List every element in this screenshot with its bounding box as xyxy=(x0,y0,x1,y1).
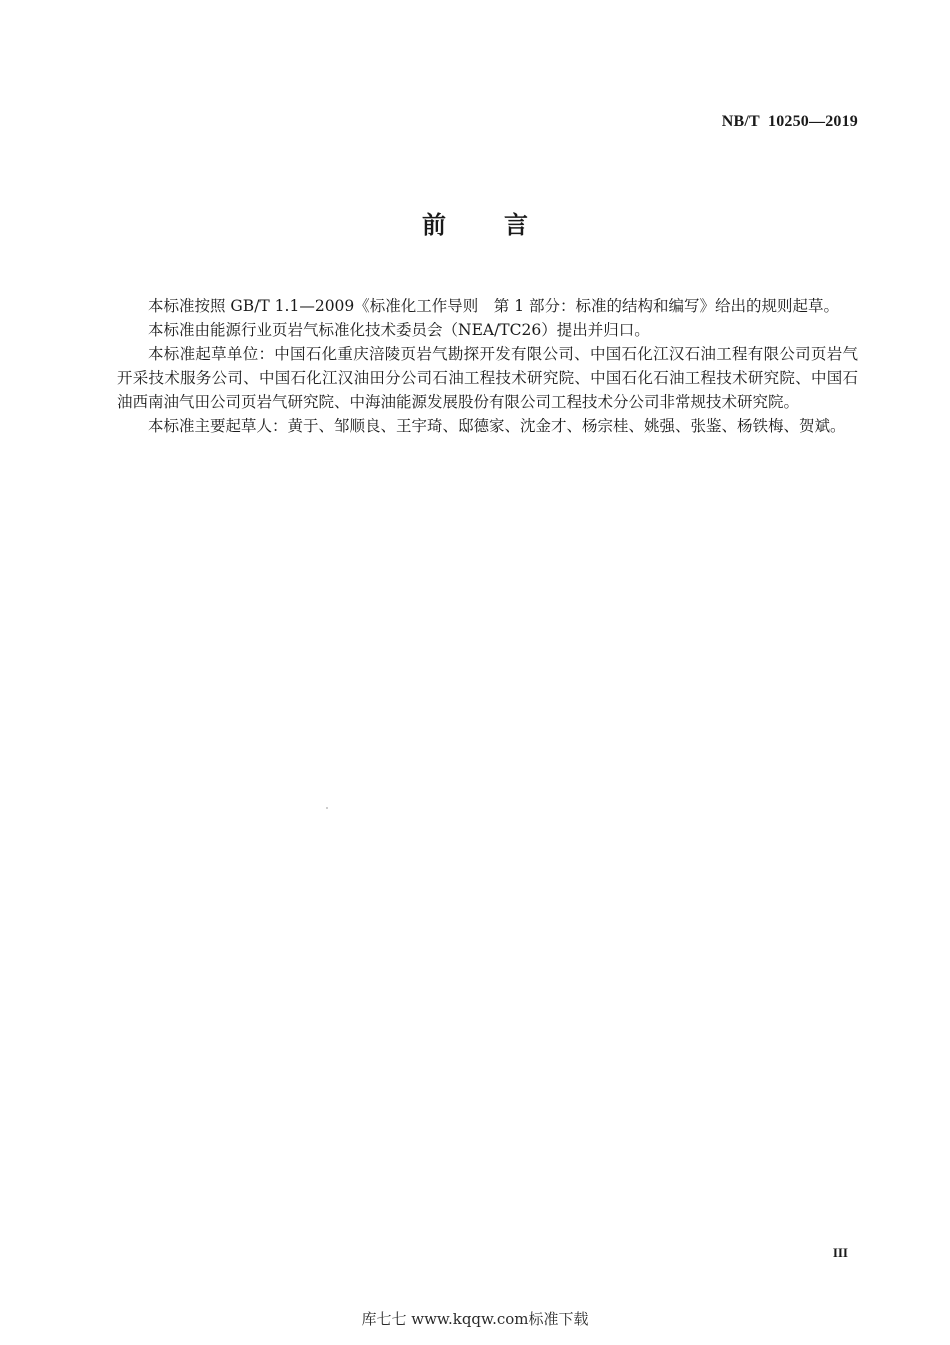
title-char-1: 前 xyxy=(422,211,446,239)
page-number: III xyxy=(832,1245,848,1260)
paragraph-drafting-units: 本标准起草单位：中国石化重庆涪陵页岩气勘探开发有限公司、中国石化江汉石油工程有限公司页岩气开采技术服务公司、中国石化江汉油田分公司石油工程技术研究院、中国石化石油工程技术研究院、中国石油西南油气田公司页岩气研究院、中海油能源发展股份有限公司工程技术分公司非常规技术研究院。 xyxy=(117,345,858,411)
scan-speck xyxy=(326,807,328,809)
foreword-body xyxy=(117,294,858,438)
footer-watermark: 库七七 www.kqqw.com标准下载 xyxy=(361,1310,589,1328)
paragraph-drafters: 本标准主要起草人：黄于、邹顺良、王宇琦、邸德家、沈金才、杨宗桂、姚强、张鉴、杨铁梅、贺斌。 xyxy=(148,417,846,435)
page-title xyxy=(0,205,950,240)
paragraph-proposer: 本标准由能源行业页岩气标准化技术委员会（NEA/TC26）提出并归口。 xyxy=(148,321,650,339)
standard-code: NB/T 10250—2019 xyxy=(721,113,858,130)
title-char-2: 言 xyxy=(504,211,528,239)
paragraph-drafting-rules: 本标准按照 GB/T 1.1—2009《标准化工作导则 第 1 部分：标准的结构和编写》给出的规则起草。 xyxy=(148,297,840,315)
